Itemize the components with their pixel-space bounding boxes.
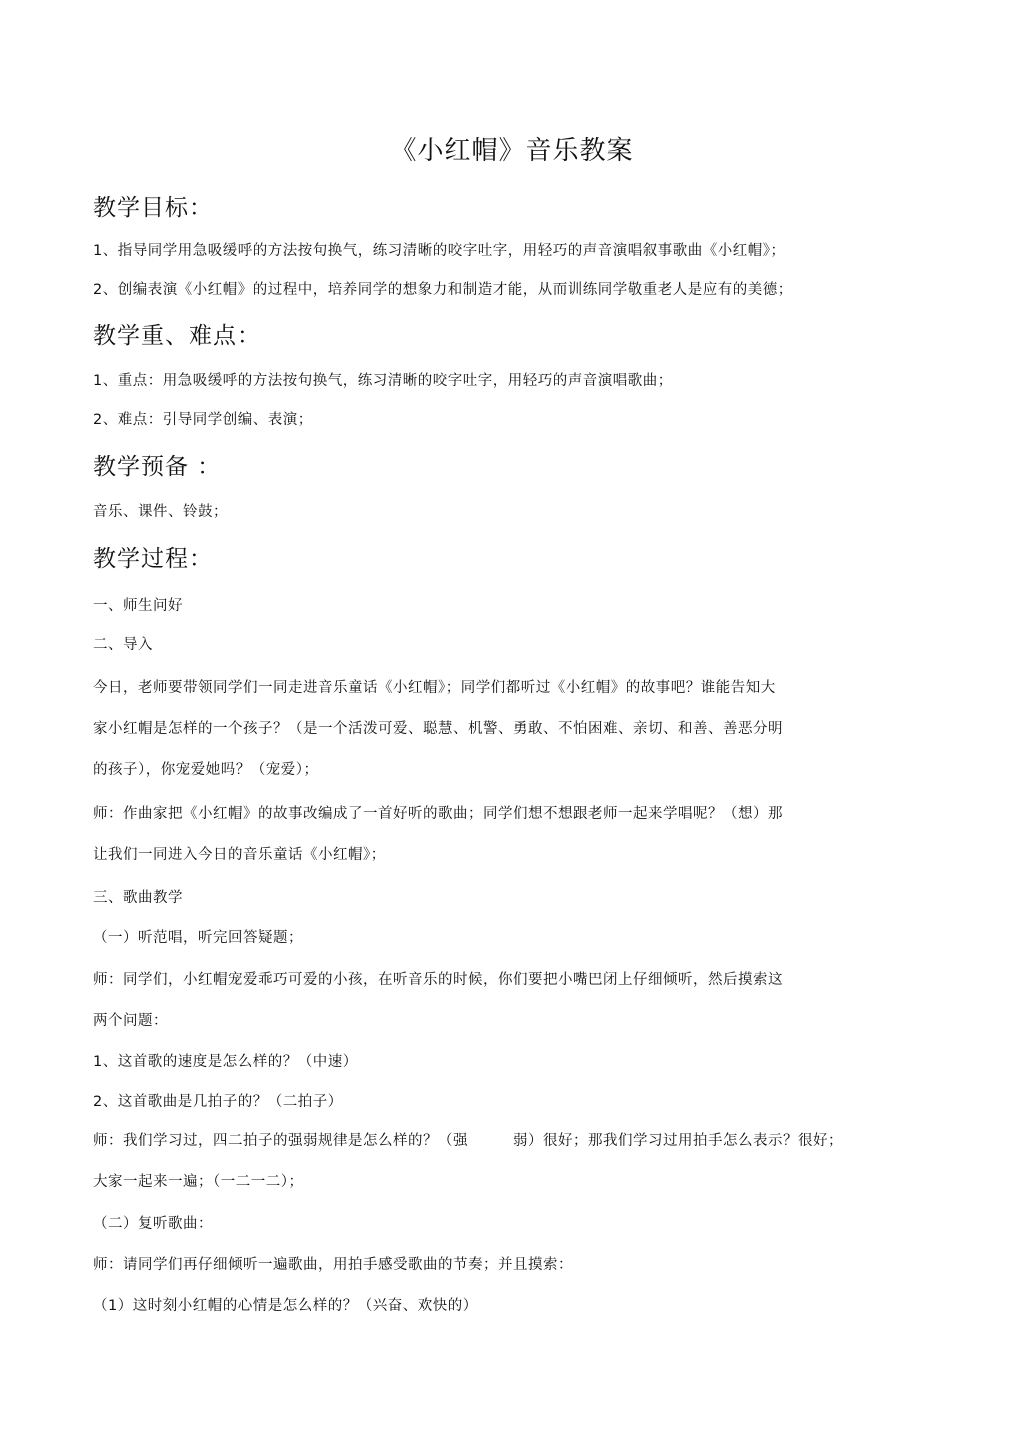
objective-item-1: 1、指导同学用急吸缓呼的方法按句换气，练习清晰的咬字吐字，用轻巧的声音演唱叙事歌曲《小红帽》； xyxy=(93,243,786,259)
process-line: 今日，老师要带领同学们一同走进音乐童话《小红帽》；同学们都听过《小红帽》的故事吧？谁能告知大 xyxy=(93,680,776,696)
process-line: 2、这首歌曲是几拍子的？（二拍子） xyxy=(93,1094,343,1110)
process-line: （二）复听歌曲： xyxy=(93,1216,213,1232)
process-line: 家小红帽是怎样的一个孩子？（是一个活泼可爱、聪慧、机警、勇敢、不怕困难、亲切、和善、善恶分明 xyxy=(93,721,783,737)
process-line: 二、导入 xyxy=(93,637,153,653)
page-title: 《小红帽》音乐教案 xyxy=(390,136,634,166)
process-line: 1、这首歌的速度是怎么样的？（中速） xyxy=(93,1054,358,1070)
process-line: 师：同学们，小红帽宠爱乖巧可爱的小孩，在听音乐的时候，你们要把小嘴巴闭上仔细倾听，然后摸索这 xyxy=(93,972,783,988)
process-line: 师：请同学们再仔细倾听一遍歌曲，用拍手感受歌曲的节奏；并且摸索： xyxy=(93,1257,573,1273)
objective-item-2: 2、创编表演《小红帽》的过程中，培养同学的想象力和制造才能，从而训练同学敬重老人是应有的美德； xyxy=(93,282,793,298)
process-line: （1）这时刻小红帽的心情是怎么样的？（兴奋、欢快的） xyxy=(93,1298,478,1314)
heading-preparation: 教学预备 ： xyxy=(93,454,222,480)
key-point-item-2: 2、难点：引导同学创编、表演； xyxy=(93,412,313,428)
process-line: 两个问题： xyxy=(93,1013,168,1029)
heading-process: 教学过程： xyxy=(93,546,213,572)
process-line: 的孩子），你宠爱她吗？（宠爱）； xyxy=(93,762,319,778)
heading-key-points: 教学重、难点： xyxy=(93,323,261,349)
process-line: 师：我们学习过，四二拍子的强弱规律是怎么样的？（强 弱）很好；那我们学习过用拍手怎么表示？很好； xyxy=(93,1133,843,1149)
process-line: 三、歌曲教学 xyxy=(93,890,183,906)
process-line: 师：作曲家把《小红帽》的故事改编成了一首好听的歌曲；同学们想不想跟老师一起来学唱呢？（想）那 xyxy=(93,806,783,822)
process-line: 一、师生问好 xyxy=(93,598,183,614)
process-line: 大家一起来一遍；（一二一二）； xyxy=(93,1174,304,1190)
process-line: （一）听范唱，听完回答疑题； xyxy=(93,930,303,946)
process-line: 让我们一同进入今日的音乐童话《小红帽》； xyxy=(93,847,386,863)
key-point-item-1: 1、重点：用急吸缓呼的方法按句换气，练习清晰的咬字吐字，用轻巧的声音演唱歌曲； xyxy=(93,373,673,389)
heading-objectives: 教学目标： xyxy=(93,195,213,221)
preparation-item-1: 音乐、课件、铃鼓； xyxy=(93,504,228,520)
